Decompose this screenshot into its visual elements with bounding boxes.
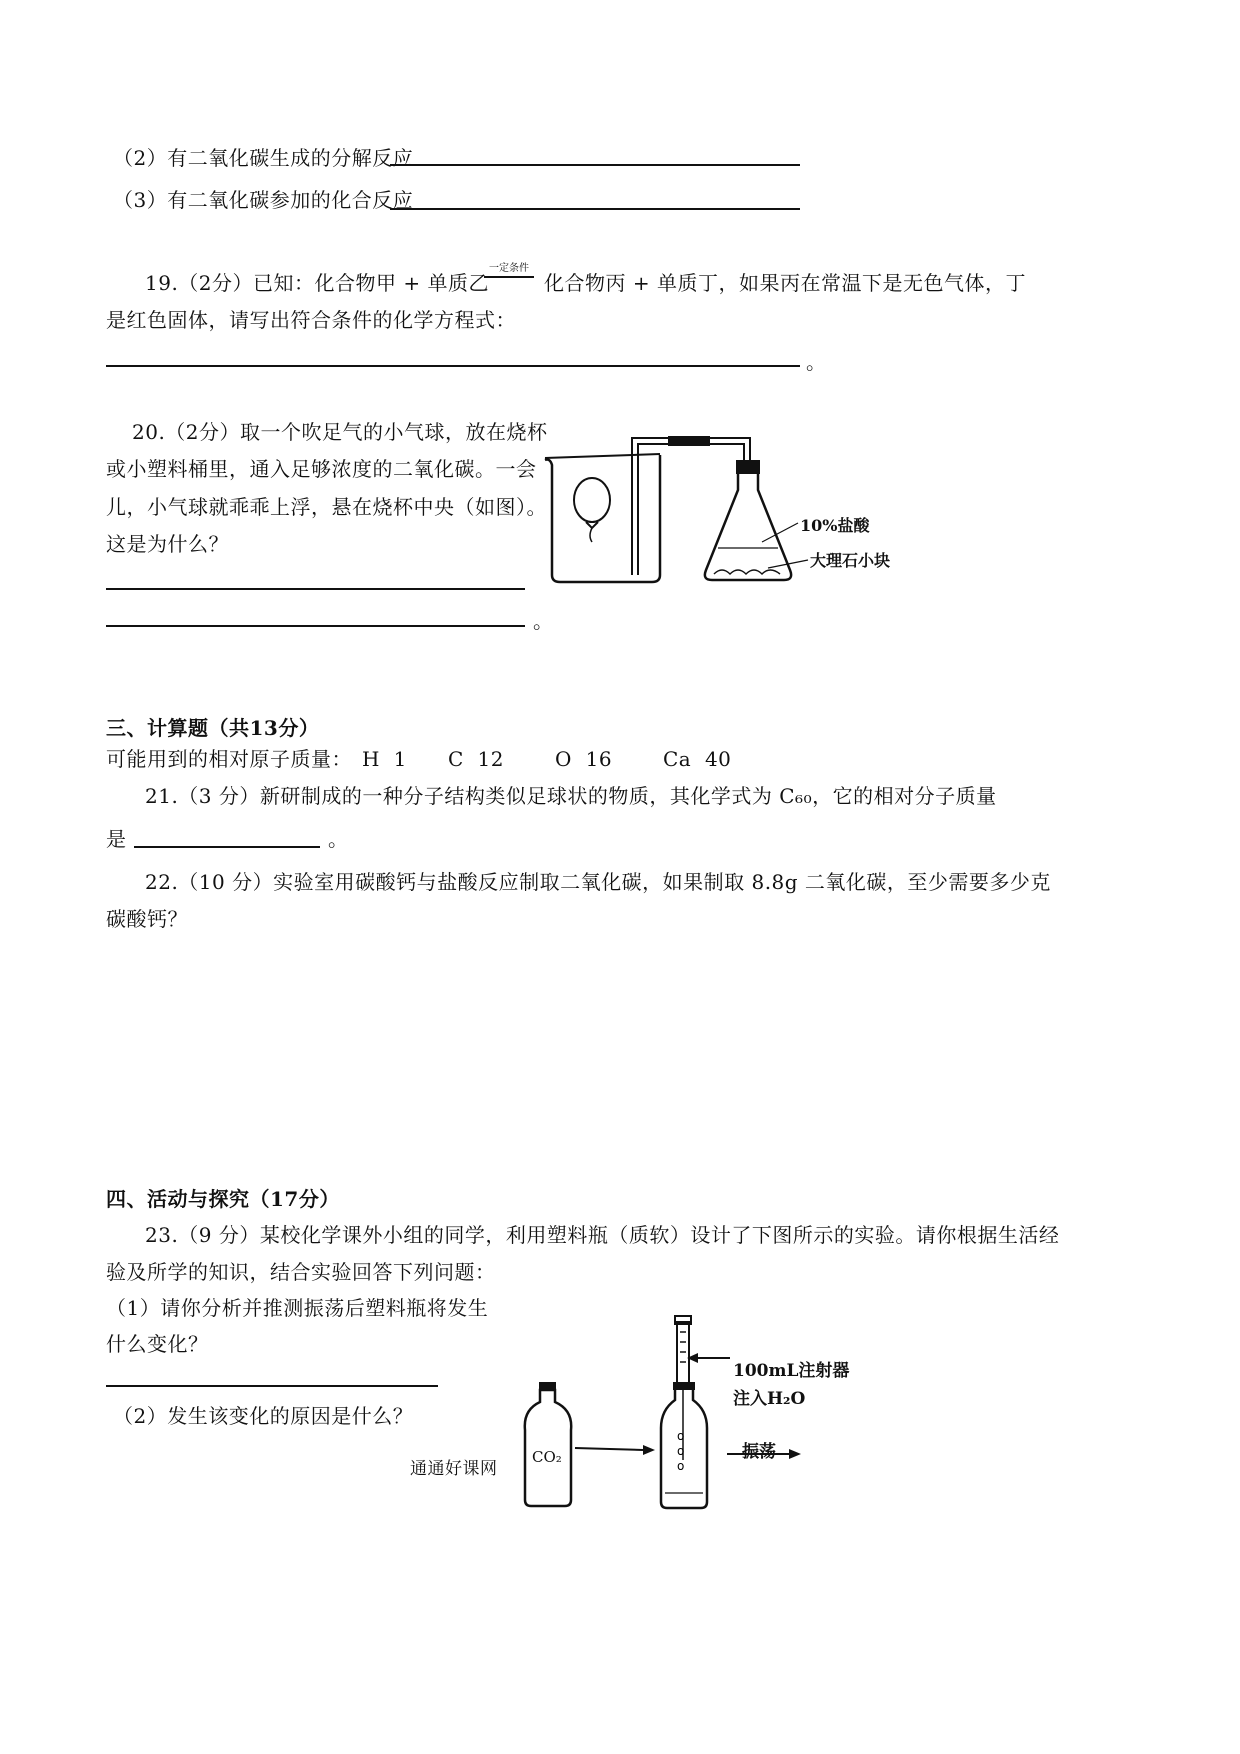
q19-line2: 是红色固体，请写出符合条件的化学方程式：	[106, 308, 516, 332]
q18-part2: （2）有二氧化碳生成的分解反应	[113, 146, 414, 170]
q23-sub2: （2）发生该变化的原因是什么？	[113, 1404, 414, 1428]
q21-line1: 21.（3 分）新研制成的一种分子结构类似足球状的物质，其化学式为 C₆₀，它的相对分子质量	[145, 784, 997, 808]
q22-line2: 碳酸钙？	[106, 907, 188, 931]
q20-answer-line-1[interactable]	[106, 588, 525, 590]
q18-part2-answer-line[interactable]	[390, 164, 800, 166]
label-hydrochloric-acid: 10%盐酸	[800, 516, 870, 535]
bottle-syringe-figure	[515, 1310, 815, 1510]
q19-answer-line[interactable]	[106, 365, 800, 367]
atomic-masses-label: 可能用到的相对原子质量：	[106, 747, 352, 771]
q21-line2: 是	[106, 827, 127, 851]
watermark: 通通好课网	[410, 1459, 498, 1479]
reaction-condition-arrow	[484, 264, 534, 278]
q20-line1: 20.（2分）取一个吹足气的小气球，放在烧杯	[132, 420, 548, 444]
atomic-mass-o: O 16	[555, 747, 613, 771]
atomic-mass-h: H 1	[362, 747, 407, 771]
atomic-mass-ca: Ca 40	[663, 747, 732, 771]
q19-lead: 19.（2分）已知：化合物甲 + 单质乙	[145, 271, 490, 295]
q19-end: 。	[806, 350, 827, 374]
q21-answer-line[interactable]	[134, 846, 320, 848]
q23-line2: 验及所学的知识，结合实验回答下列问题：	[106, 1260, 496, 1284]
q23-answer-line-1[interactable]	[106, 1385, 438, 1387]
svg-text:o: o	[677, 1429, 685, 1443]
q20-answer-line-2[interactable]	[106, 625, 525, 627]
svg-text:o: o	[677, 1444, 685, 1458]
water-label: 注入H₂O	[733, 1389, 806, 1409]
label-marble-chips: 大理石小块	[810, 551, 891, 570]
svg-text:o: o	[677, 1459, 685, 1473]
q18-part3: （3）有二氧化碳参加的化合反应	[113, 188, 414, 212]
stopper	[736, 460, 760, 474]
q22-line1: 22.（10 分）实验室用碳酸钙与盐酸反应制取二氧化碳，如果制取 8.8g 二氧化碳，至少需要多少克	[145, 870, 1051, 894]
reaction-condition: 一定条件	[489, 263, 529, 274]
shake-label: 振荡	[742, 1442, 776, 1462]
co2-bottle-label: CO₂	[532, 1448, 562, 1466]
q23-sub1b: 什么变化？	[106, 1332, 209, 1356]
q23-line1: 23.（9 分）某校化学课外小组的同学，利用塑料瓶（质软）设计了下图所示的实验。请你根据生活经	[145, 1223, 1060, 1247]
balloon	[574, 478, 610, 522]
q19-tail: 化合物丙 + 单质丁，如果丙在常温下是无色气体，丁	[544, 271, 1026, 295]
section4-title: 四、活动与探究（17分）	[106, 1187, 340, 1211]
q20-end: 。	[533, 609, 554, 633]
q20-line2: 或小塑料桶里，通入足够浓度的二氧化碳。一会	[106, 457, 537, 481]
section3-title: 三、计算题（共13分）	[106, 716, 320, 740]
conical-flask	[705, 474, 791, 580]
q21-end: 。	[328, 827, 349, 851]
q18-part3-answer-line[interactable]	[390, 208, 800, 210]
q20-line4: 这是为什么？	[106, 532, 229, 556]
q20-line3: 儿，小气球就乖乖上浮，悬在烧杯中央（如图）。	[106, 495, 547, 519]
syringe-label: 100mL注射器	[733, 1361, 850, 1381]
q23-sub1a: （1）请你分析并推测振荡后塑料瓶将发生	[106, 1296, 489, 1320]
atomic-mass-c: C 12	[448, 747, 504, 771]
